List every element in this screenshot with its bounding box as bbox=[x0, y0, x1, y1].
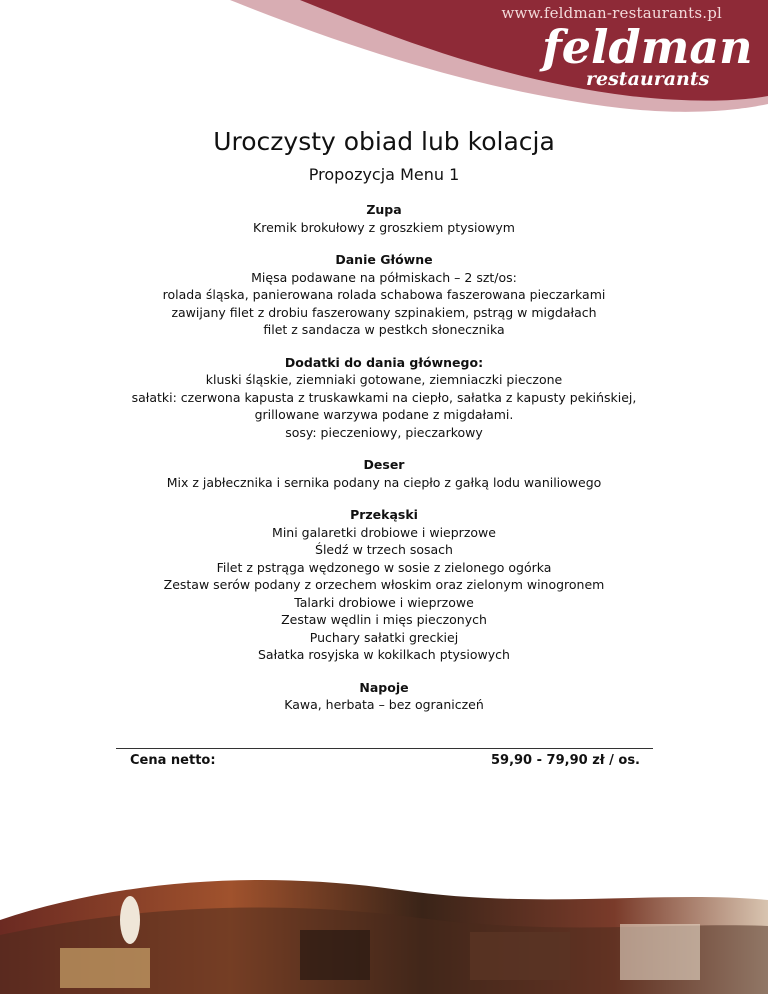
section-heading: Napoje bbox=[359, 679, 409, 695]
menu-line: Filet z pstrąga wędzonego w sosie z zielonego ogórka bbox=[216, 559, 552, 575]
section-heading: Przekąski bbox=[350, 507, 418, 522]
feldman-logo bbox=[534, 20, 753, 106]
section-main-course bbox=[0, 251, 768, 339]
page-subtitle: Propozycja Menu 1 bbox=[308, 165, 460, 184]
section-dessert bbox=[0, 456, 768, 491]
menu-line: sosy: pieczeniowy, pieczarkowy bbox=[285, 424, 483, 440]
price-value: 59,90 - 79,90 zł / os. bbox=[490, 753, 640, 768]
section-heading: Danie Główne bbox=[335, 252, 433, 267]
menu-line: Puchary sałatki greckiej bbox=[309, 629, 459, 645]
menu-content bbox=[0, 122, 768, 729]
menu-line: grillowane warzywa podane z migdałami. bbox=[254, 407, 514, 422]
menu-line: Mix z jabłecznika i sernika podany na ciepło z gałką lodu waniliowego bbox=[166, 474, 602, 490]
menu-line: Kremik brokułowy z groszkiem ptysiowym bbox=[253, 219, 515, 235]
menu-line: Mini galaretki drobiowe i wieprzowe bbox=[272, 524, 496, 540]
section-appetizers bbox=[0, 506, 768, 664]
menu-line: Talarki drobiowe i wieprzowe bbox=[294, 594, 474, 610]
logo-main-text: feldman bbox=[542, 20, 753, 74]
section-heading: Deser bbox=[363, 457, 405, 472]
logo-sub-text: restaurants bbox=[586, 68, 710, 90]
footer-photo-banner bbox=[0, 860, 768, 994]
section-heading: Zupa bbox=[366, 202, 402, 217]
section-soup bbox=[0, 201, 768, 236]
menu-line: Zestaw serów podany z orzechem włoskim oraz zielonym winogronem bbox=[163, 577, 605, 592]
menu-line: zawijany filet z drobiu faszerowany szpinakiem, pstrąg w migdałach bbox=[171, 304, 597, 320]
menu-line: Śledź w trzech sosach bbox=[315, 542, 453, 557]
section-sides bbox=[0, 354, 768, 442]
menu-line: sałatki: czerwona kapusta z truskawkami na ciepło, sałatka z kapusty pekińskiej, bbox=[131, 389, 637, 405]
page-title: Uroczysty obiad lub kolacja bbox=[213, 127, 555, 156]
section-drinks bbox=[0, 679, 768, 714]
menu-line: Sałatka rosyjska w kokilkach ptysiowych bbox=[258, 647, 510, 662]
website-url[interactable]: www.feldman-restaurants.pl bbox=[501, 4, 722, 22]
menu-line: Zestaw wędlin i mięs pieczonych bbox=[281, 612, 487, 627]
divider-line bbox=[116, 748, 653, 749]
menu-line: rolada śląska, panierowana rolada schabowa faszerowana pieczarkami bbox=[162, 287, 606, 302]
section-heading: Dodatki do dania głównego: bbox=[284, 354, 484, 370]
price-label: Cena netto: bbox=[130, 753, 216, 768]
menu-line: Kawa, herbata – bez ograniczeń bbox=[284, 697, 484, 712]
menu-line: kluski śląskie, ziemniaki gotowane, ziemniaczki pieczone bbox=[205, 372, 563, 387]
menu-line: Mięsa podawane na półmiskach – 2 szt/os: bbox=[251, 269, 517, 285]
menu-line: filet z sandacza w pestkch słonecznika bbox=[263, 322, 505, 337]
